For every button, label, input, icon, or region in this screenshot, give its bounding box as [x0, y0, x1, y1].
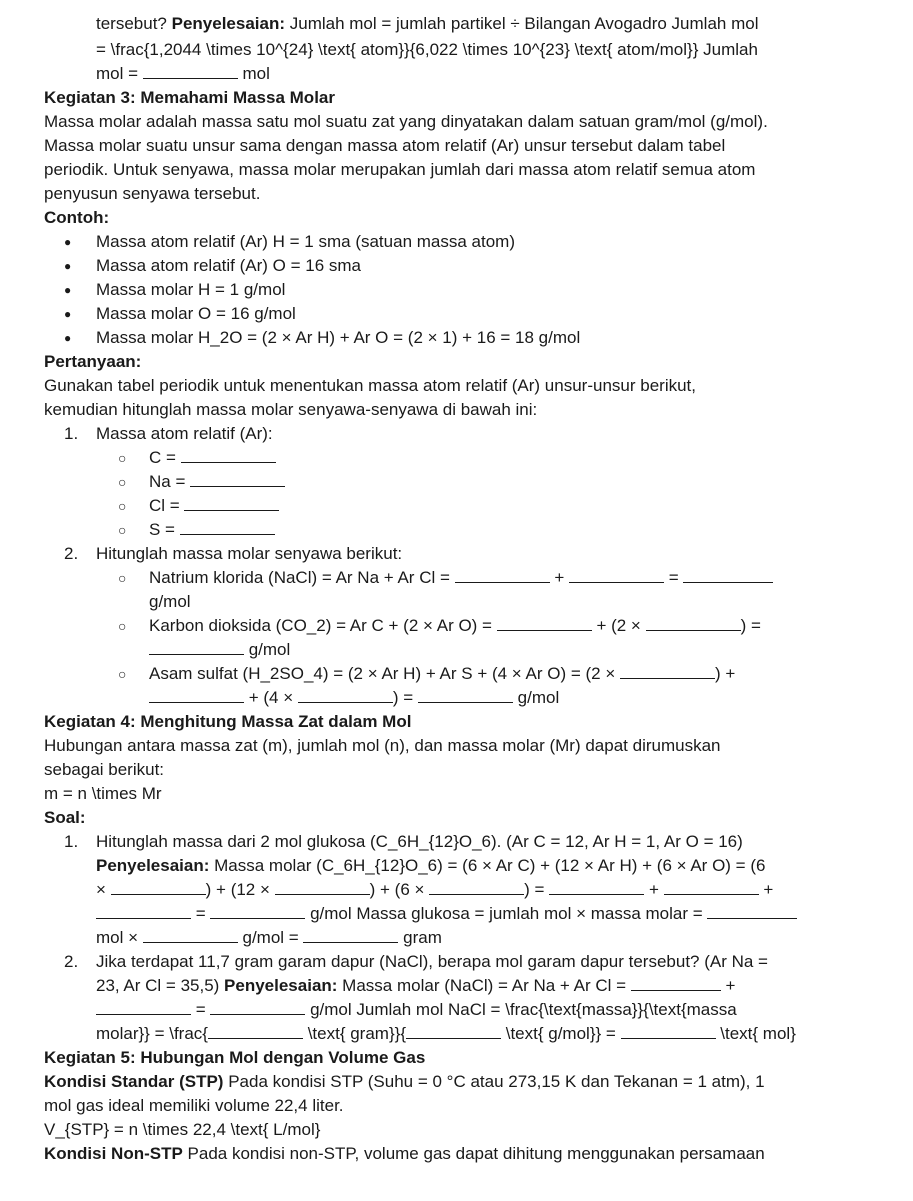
paragraph-line: periodik. Untuk senyawa, massa molar merupakan jumlah dari massa atom relatif semua atom	[44, 160, 756, 179]
example-heading: Contoh:	[44, 208, 110, 227]
section-title-kegiatan-3: Kegiatan 3: Memahami Massa Molar	[44, 88, 335, 107]
mass-formula: m = n \times Mr	[44, 784, 162, 803]
answer-blank[interactable]	[429, 879, 524, 895]
solution-label: Penyelesaian:	[224, 976, 338, 995]
bullet-icon: ●	[64, 235, 72, 249]
soal-2-line-4: molar}} = \frac{ \text{ gram}}{ \text{ g/mol}} = \text{ mol}	[96, 1024, 796, 1043]
question-2-text: Hitunglah massa molar senyawa berikut:	[96, 544, 403, 563]
soal-2-line-2: 23, Ar Cl = 35,5) Penyelesaian: Massa molar (NaCl) = Ar Na + Ar Cl = +	[96, 976, 736, 995]
solution-label: Penyelesaian:	[171, 14, 286, 33]
co2-line: Karbon dioksida (CO_2) = Ar C + (2 × Ar O) = + (2 × ) =	[149, 616, 761, 635]
solution-label: Penyelesaian:	[96, 856, 210, 875]
answer-blank[interactable]	[646, 615, 741, 631]
answer-blank[interactable]	[620, 663, 715, 679]
answer-blank[interactable]	[143, 63, 238, 79]
intro-line-3: mol = mol	[96, 64, 270, 83]
answer-blank[interactable]	[181, 447, 276, 463]
intro-line-1: tersebut? Penyelesaian: Jumlah mol = jumlah partikel ÷ Bilangan Avogadro Jumlah mol	[96, 14, 759, 33]
soal-2-line-3: = g/mol Jumlah mol NaCl = \frac{\text{massa}}{\text{massa	[96, 998, 737, 1022]
answer-blank[interactable]	[621, 1023, 716, 1039]
bullet-icon: ●	[64, 331, 72, 345]
answer-blank[interactable]	[406, 1023, 501, 1039]
stp-line-2: mol gas ideal memiliki volume 22,4 liter.	[44, 1096, 344, 1115]
paragraph-line: Massa molar adalah massa satu mol suatu zat yang dinyatakan dalam satuan gram/mol (g/mol).	[44, 112, 768, 131]
paragraph-line: Gunakan tabel periodik untuk menentukan massa atom relatif (Ar) unsur-unsur berikut,	[44, 376, 696, 395]
section-title-kegiatan-5: Kegiatan 5: Hubungan Mol dengan Volume Gas	[44, 1048, 426, 1067]
intro-line-2: = \frac{1,2044 \times 10^{24} \text{ atom}}{6,022 \times 10^{23} \text{ atom/mol}} Jumlah	[96, 40, 758, 59]
circle-bullet-icon: ○	[118, 474, 127, 490]
answer-blank[interactable]	[180, 519, 275, 535]
soal-1-line-4: = g/mol Massa glukosa = jumlah mol × massa molar =	[96, 902, 797, 926]
circle-bullet-icon: ○	[118, 666, 127, 682]
nacl-line: Natrium klorida (NaCl) = Ar Na + Ar Cl = + =	[149, 566, 773, 590]
soal-1-line-3: × ) + (12 × ) + (6 × ) = + +	[96, 880, 774, 899]
circle-bullet-icon: ○	[118, 570, 127, 586]
list-item: Massa molar H = 1 g/mol	[96, 280, 286, 299]
stp-formula: V_{STP} = n \times 22,4 \text{ L/mol}	[44, 1120, 321, 1139]
answer-blank[interactable]	[664, 879, 759, 895]
paragraph-line: Hubungan antara massa zat (m), jumlah mol (n), dan massa molar (Mr) dapat dirumuskan	[44, 736, 721, 755]
answer-blank[interactable]	[455, 567, 550, 583]
answer-blank[interactable]	[631, 975, 721, 991]
paragraph-line: Massa molar suatu unsur sama dengan massa atom relatif (Ar) unsur tersebut dalam tabel	[44, 136, 726, 155]
list-number: 2.	[64, 544, 79, 563]
circle-bullet-icon: ○	[118, 522, 127, 538]
section-title-kegiatan-4: Kegiatan 4: Menghitung Massa Zat dalam Mol	[44, 712, 412, 731]
list-number: 1.	[64, 832, 79, 851]
answer-blank[interactable]	[418, 687, 513, 703]
answer-blank[interactable]	[569, 567, 664, 583]
answer-blank[interactable]	[683, 567, 773, 583]
answer-blank[interactable]	[149, 639, 244, 655]
co2-line-2: g/mol	[149, 638, 290, 662]
bullet-icon: ●	[64, 259, 72, 273]
list-item: Massa atom relatif (Ar) H = 1 sma (satuan massa atom)	[96, 232, 515, 251]
answer-blank[interactable]	[111, 879, 206, 895]
paragraph-line: sebagai berikut:	[44, 760, 165, 779]
answer-blank[interactable]	[707, 903, 797, 919]
soal-2-line-1: Jika terdapat 11,7 gram garam dapur (NaCl), berapa mol garam dapur tersebut? (Ar Na =	[96, 952, 768, 971]
question-heading: Pertanyaan:	[44, 352, 142, 371]
circle-bullet-icon: ○	[118, 498, 127, 514]
list-number: 2.	[64, 952, 79, 971]
answer-blank[interactable]	[149, 687, 244, 703]
answer-blank[interactable]	[143, 927, 238, 943]
paragraph-line: kemudian hitunglah massa molar senyawa-senyawa di bawah ini:	[44, 400, 538, 419]
bullet-icon: ●	[64, 307, 72, 321]
ar-item-cl: Cl =	[149, 494, 279, 518]
answer-blank[interactable]	[208, 1023, 303, 1039]
ar-item-na: Na =	[149, 470, 285, 494]
question-1-text: Massa atom relatif (Ar):	[96, 424, 273, 443]
answer-blank[interactable]	[549, 879, 644, 895]
list-item: Massa molar H_2O = (2 × Ar H) + Ar O = (2 × 1) + 16 = 18 g/mol	[96, 328, 581, 347]
list-item: Massa atom relatif (Ar) O = 16 sma	[96, 256, 361, 275]
answer-blank[interactable]	[190, 471, 285, 487]
bullet-icon: ●	[64, 283, 72, 297]
circle-bullet-icon: ○	[118, 450, 127, 466]
answer-blank[interactable]	[298, 687, 393, 703]
answer-blank[interactable]	[303, 927, 398, 943]
soal-1-line-1: Hitunglah massa dari 2 mol glukosa (C_6H_{12}O_6). (Ar C = 12, Ar H = 1, Ar O = 16)	[96, 832, 743, 851]
answer-blank[interactable]	[497, 615, 592, 631]
nacl-unit: g/mol	[149, 592, 191, 611]
answer-blank[interactable]	[210, 903, 305, 919]
ar-item-c: C =	[149, 446, 276, 470]
stp-line-1: Kondisi Standar (STP) Pada kondisi STP (Suhu = 0 °C atau 273,15 K dan Tekanan = 1 atm), 1	[44, 1072, 765, 1091]
soal-heading: Soal:	[44, 808, 86, 827]
soal-1-line-2: Penyelesaian: Massa molar (C_6H_{12}O_6) = (6 × Ar C) + (12 × Ar H) + (6 × Ar O) = (6	[96, 856, 766, 875]
soal-1-line-5: mol × g/mol = gram	[96, 928, 442, 947]
answer-blank[interactable]	[96, 903, 191, 919]
answer-blank[interactable]	[96, 999, 191, 1015]
paragraph-line: penyusun senyawa tersebut.	[44, 184, 261, 203]
list-item: Massa molar O = 16 g/mol	[96, 304, 296, 323]
non-stp-line: Kondisi Non-STP Pada kondisi non-STP, volume gas dapat dihitung menggunakan persamaan	[44, 1144, 765, 1163]
circle-bullet-icon: ○	[118, 618, 127, 634]
h2so4-line: Asam sulfat (H_2SO_4) = (2 × Ar H) + Ar S + (4 × Ar O) = (2 × ) +	[149, 664, 736, 683]
answer-blank[interactable]	[210, 999, 305, 1015]
list-number: 1.	[64, 424, 79, 443]
h2so4-line-2: + (4 × ) = g/mol	[149, 686, 559, 710]
answer-blank[interactable]	[184, 495, 279, 511]
answer-blank[interactable]	[275, 879, 370, 895]
ar-item-s: S =	[149, 518, 275, 542]
